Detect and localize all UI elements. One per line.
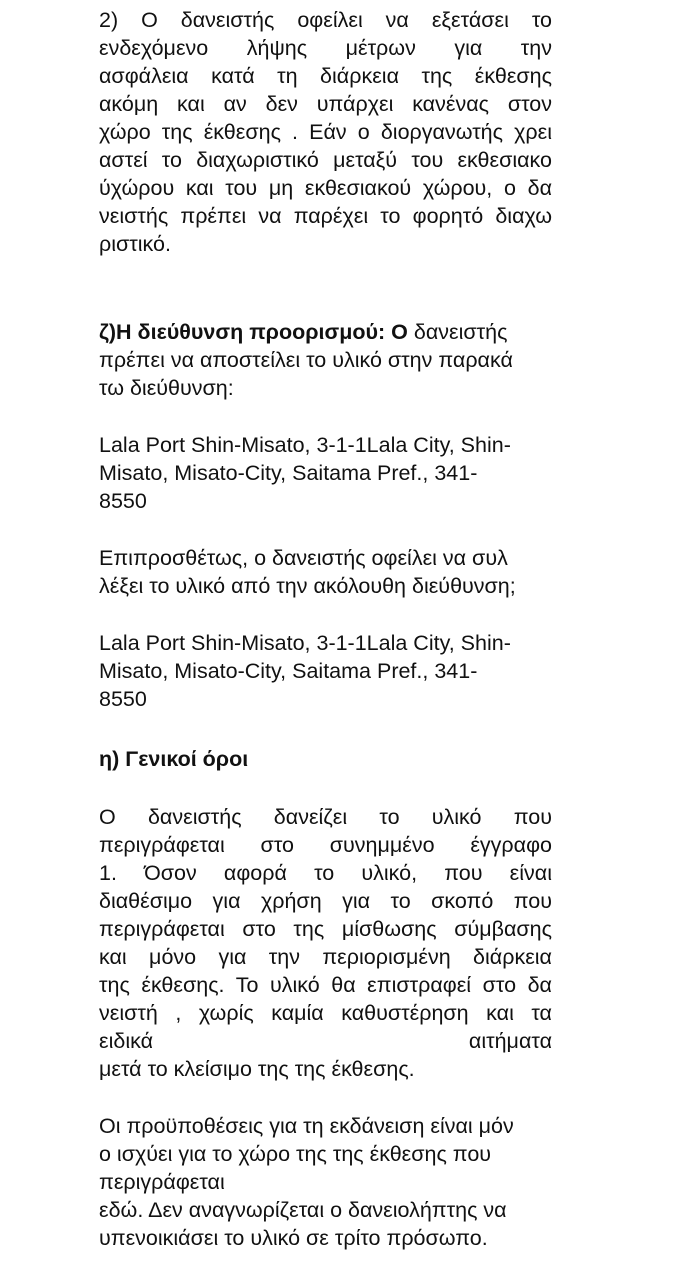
text-line: πρέπει να αποστείλει το υλικό στην παρακά [99,348,513,372]
text-line: μετά το κλείσιμο της της έκθεσης. [99,1057,415,1081]
text-line: εδώ. Δεν αναγνωρίζεται ο δανειολήπτης να [99,1198,507,1222]
text-line: Οι προϋποθέσεις για τη εκδάνειση είναι μόν [99,1114,514,1138]
address-line: Lala Port Shin-Misato, 3-1-1Lala City, Shin- [99,433,511,457]
text-line: νειστή , χωρίς καμία καθυστέρηση και τα [99,1001,552,1025]
address-line: 8550 [99,687,147,711]
text-line: 2) Ο δανειστής οφείλει να εξετάσει το [99,8,552,32]
text-line: της έκθεσης. Το υλικό θα επιστραφεί στο δα [99,973,552,997]
heading-rest: δανειστής [407,320,508,344]
address-line: Misato, Misato-City, Saitama Pref., 341- [99,659,478,683]
text-line: αστεί το διαχωριστικό μεταξύ του εκθεσιακο [99,148,552,172]
text-line: τω διεύθυνση: [99,376,234,400]
text-line: ασφάλεια κατά τη διάρκεια της έκθεσης [99,64,552,88]
text-line: 1. Όσον αφορά το υλικό, που είναι [99,861,552,885]
text-line: λέξει το υλικό από την ακόλουθη διεύθυνση; [99,574,516,598]
text-line: διαθέσιμο για χρήση για το σκοπό που [99,889,552,913]
heading-bold: ζ)Η διεύθυνση προορισμού: Ο [99,320,408,344]
text-line: ύχώρου και του μη εκθεσιακού χώρου, ο δα [99,176,552,200]
text-line: υπενοικιάσει το υλικό σε τρίτο πρόσωπο. [99,1226,488,1250]
text-line: περιγράφεται στο συνημμένο έγγραφο [99,833,552,857]
text-line: ακόμη και αν δεν υπάρχει κανένας στον [99,92,552,116]
address-line: 8550 [99,489,147,513]
text-line: Ο δανειστής δανείζει το υλικό που [99,805,552,829]
text-line: νειστής πρέπει να παρέχει το φορητό διαχω [99,204,552,228]
text-line: περιγράφεται στο της μίσθωσης σύμβασης [99,917,552,941]
text-line: ενδεχόμενο λήψης μέτρων για την [99,36,552,60]
text-line: ο ισχύει για το χώρο της της έκθεσης που [99,1142,492,1166]
address-line: Lala Port Shin-Misato, 3-1-1Lala City, Shin- [99,631,511,655]
text-line: ριστικό. [99,232,171,256]
text-line: περιγράφεται [99,1170,225,1194]
address-line: Misato, Misato-City, Saitama Pref., 341- [99,461,478,485]
text-line: και μόνο για την περιορισμένη διάρκεια [99,945,552,969]
text-line: χώρο της έκθεσης . Εάν ο διοργανωτής χρει [99,120,552,144]
section-heading-general-terms: η) Γενικοί όροι [99,747,249,771]
text-line: ειδικά αιτήματα [99,1029,552,1053]
section-heading-destination [99,318,552,346]
text-line: Επιπροσθέτως, ο δανειστής οφείλει να συλ [99,546,508,570]
